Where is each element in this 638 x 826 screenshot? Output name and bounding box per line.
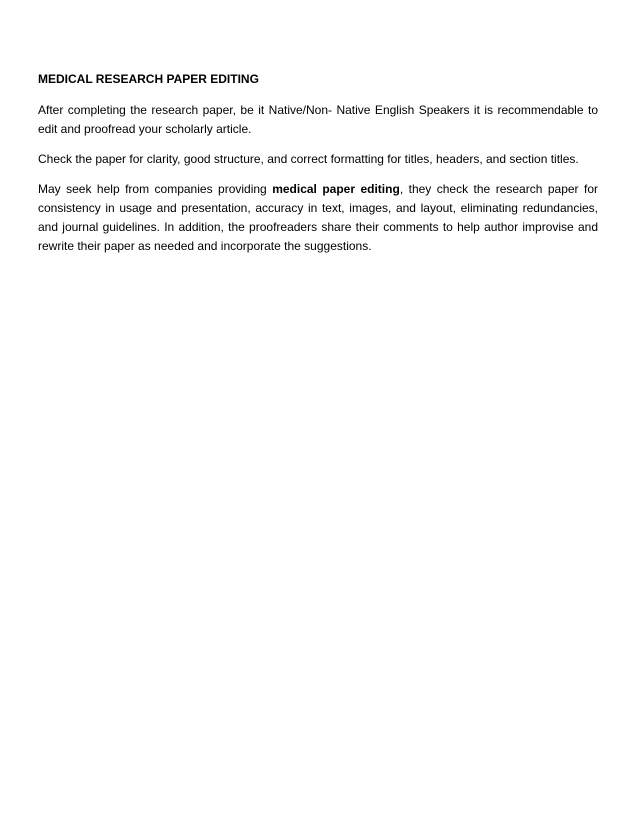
bold-phrase-medical-paper-editing: medical paper editing xyxy=(272,182,400,196)
paragraph-check-paper: Check the paper for clarity, good structure, and correct formatting for titles, headers, and section titles. xyxy=(38,152,579,166)
document-body xyxy=(38,70,598,267)
paragraph-seek-help xyxy=(38,180,598,256)
paragraph-native-speakers: After completing the research paper, be it Native/Non- Native English Speakers it is recommendable to edit and proofread your scholarly article. xyxy=(38,103,598,136)
document-title: MEDICAL RESEARCH PAPER EDITING xyxy=(38,72,259,86)
paragraph-text-after: , they check the research paper for consistency in usage and presentation, accuracy in text, images, and layout, eliminating redundancies, and journal guidelines. In addition, the proofreaders share their comments to help author improvise and rewrite their paper as needed and incorporate the suggestions. xyxy=(38,182,598,253)
paragraph-text-before: May seek help from companies providing xyxy=(38,182,273,196)
